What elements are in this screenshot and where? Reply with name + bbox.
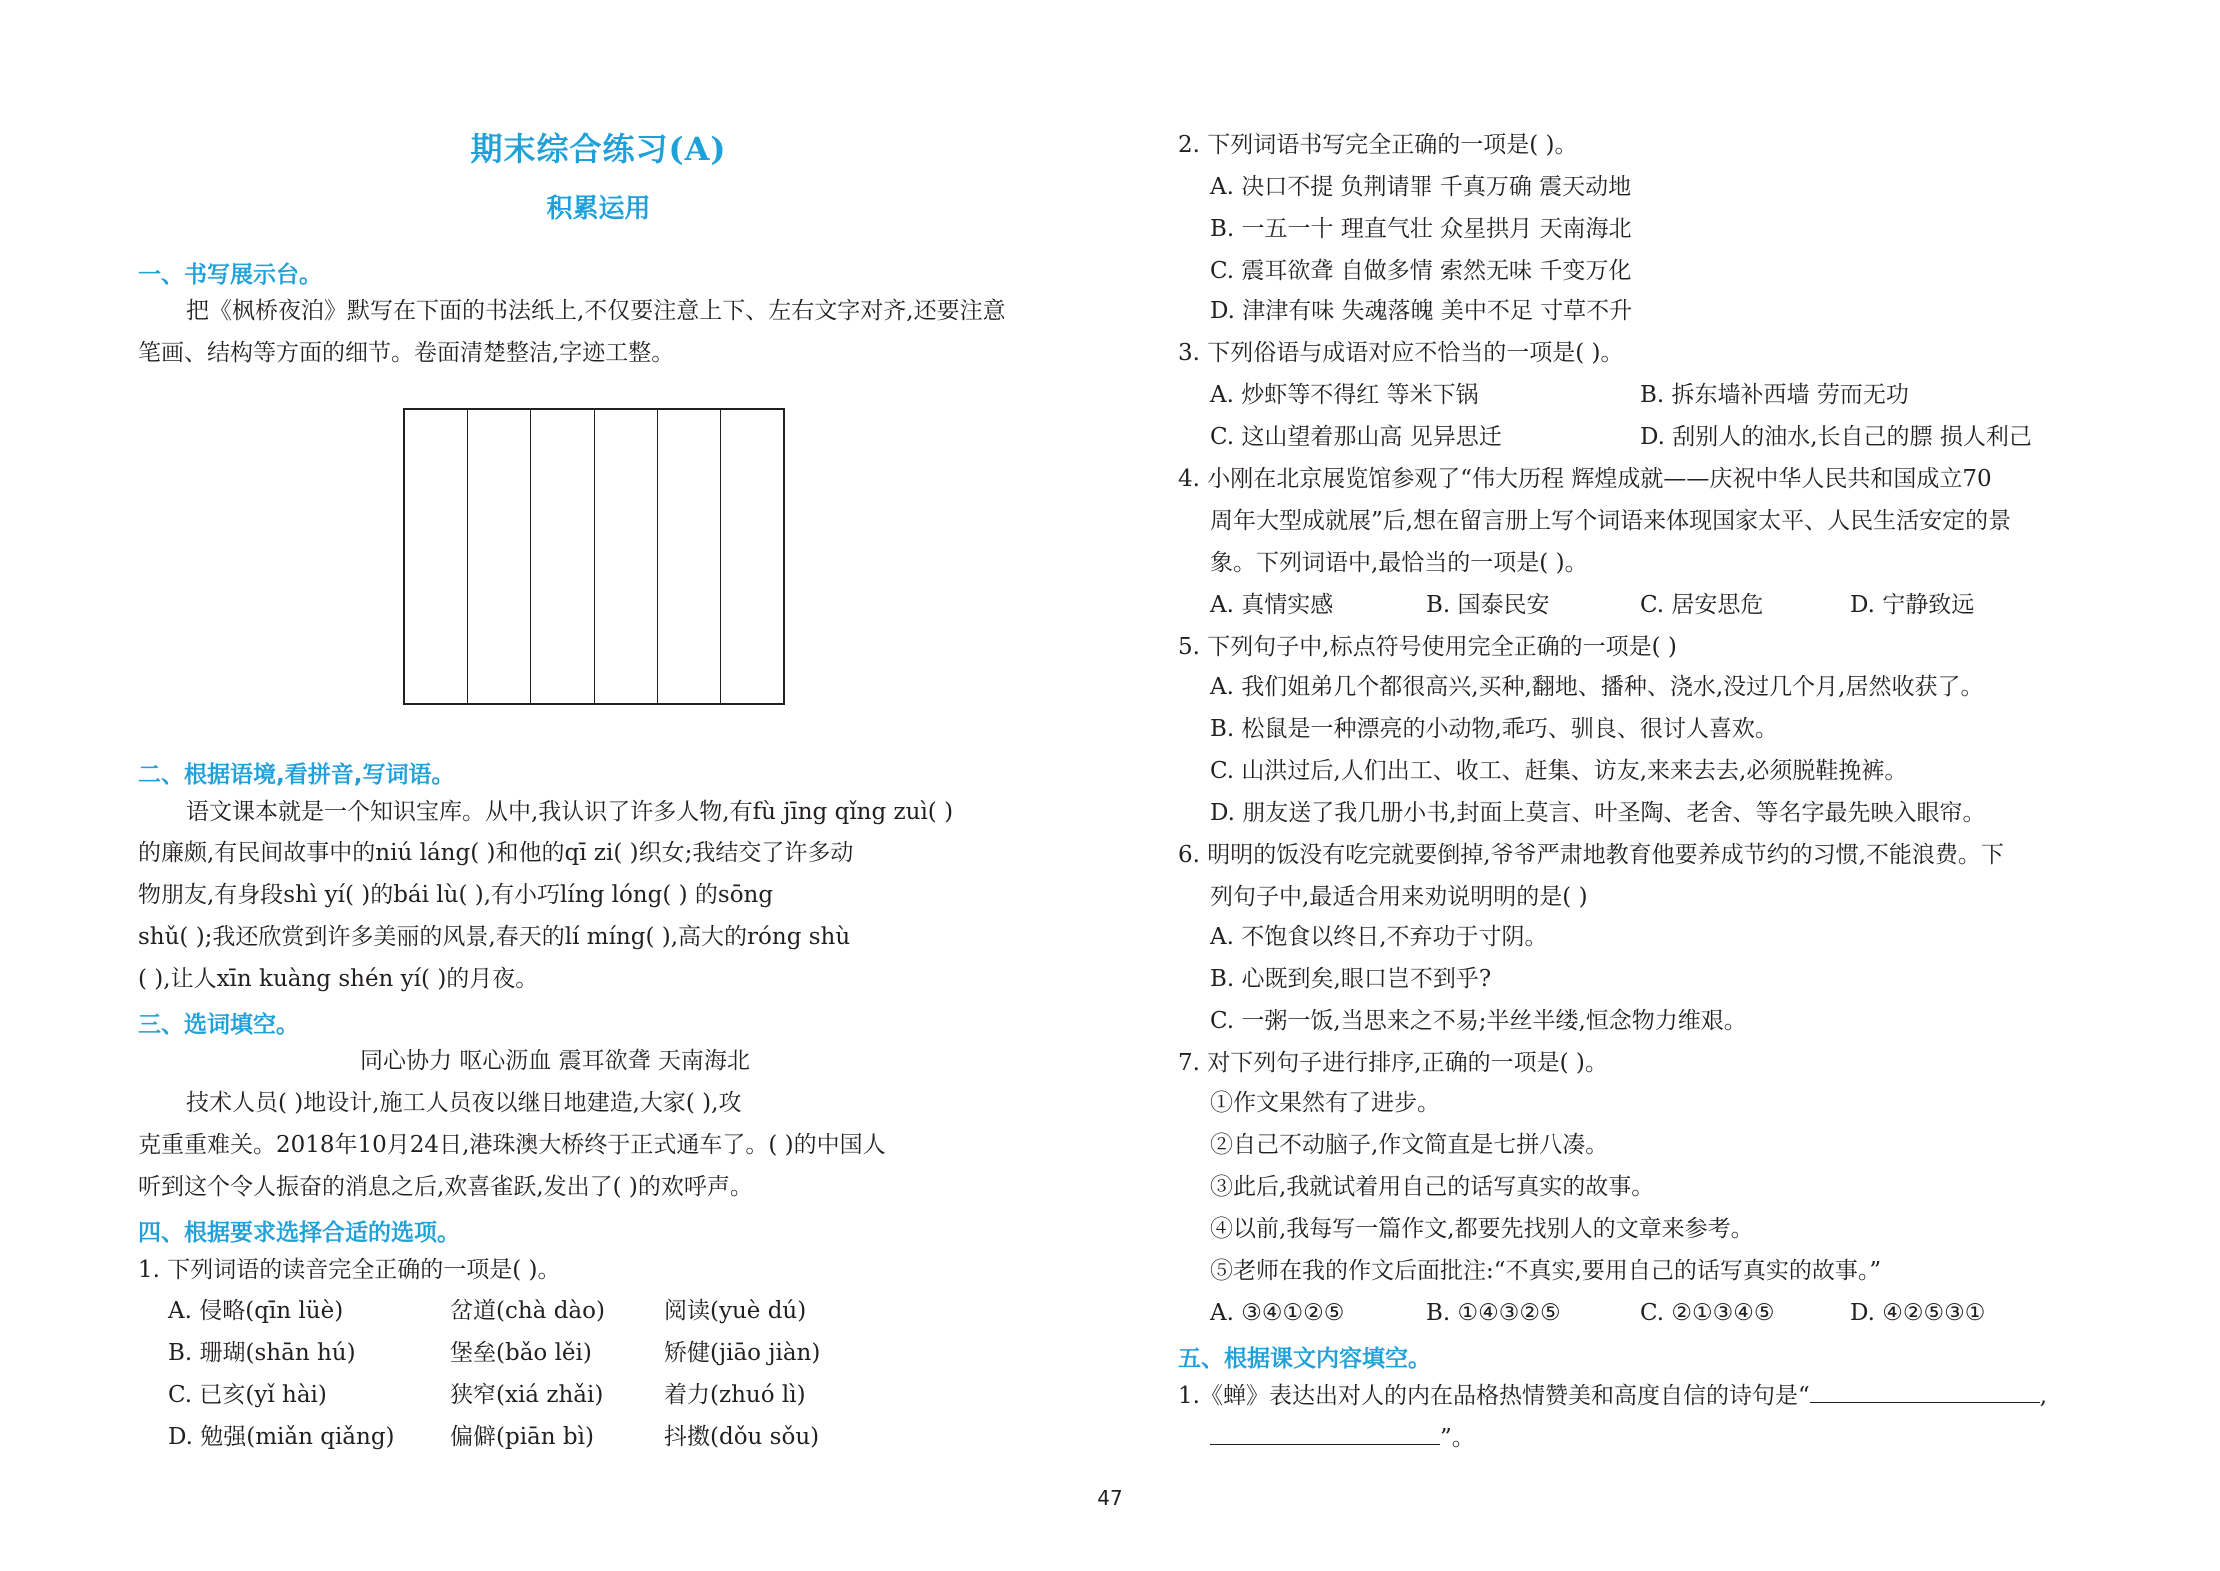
q1-option: A. 侵略(qīn lüè) [168,1298,344,1324]
q7-option: B. ①④③②⑤ [1426,1300,1561,1326]
q5-option: B. 松鼠是一种漂亮的小动物,乖巧、驯良、很讨人喜欢。 [1210,716,1778,742]
question-2-stem: 2. 下列词语书写完全正确的一项是( )。 [1178,132,1578,158]
calligraphy-grid[interactable] [403,408,785,705]
fill-blank-2[interactable] [1210,1422,1440,1445]
q1-option: 岔道(chà dào) [450,1298,605,1324]
section-3-line: 听到这个令人振奋的消息之后,欢喜雀跃,发出了( )的欢呼声。 [138,1174,753,1200]
q5-option: A. 我们姐弟几个都很高兴,买种,翻地、播种、浇水,没过几个月,居然收获了。 [1210,674,1984,700]
section-3-line: 技术人员( )地设计,施工人员夜以继日地建造,大家( ),攻 [186,1090,742,1116]
q6-option: A. 不饱食以终日,不弃功于寸阴。 [1210,924,1548,950]
q1-option: C. 已亥(yǐ hài) [168,1382,327,1408]
section-3-heading: 三、选词填空。 [138,1012,299,1038]
question-4-stem: 象。下列词语中,最恰当的一项是( )。 [1210,550,1588,576]
question-1-stem: 1. 下列词语的读音完全正确的一项是( )。 [138,1257,561,1283]
q1-option: 偏僻(piān bì) [450,1424,594,1450]
q4-option: A. 真情实感 [1210,592,1334,618]
grid-column[interactable] [658,410,721,703]
q7-option: A. ③④①②⑤ [1210,1300,1345,1326]
q1-text: 1.《蝉》表达出对人的内在品格热情赞美和高度自信的诗句是“ [1178,1383,1810,1409]
fill-blank-1[interactable] [1810,1380,2040,1403]
question-4-stem: 周年大型成就展”后,想在留言册上写个词语来体现国家太平、人民生活安定的景 [1210,508,2012,534]
q2-option: D. 津津有味 失魂落魄 美中不足 寸草不升 [1210,298,1633,324]
q6-option: B. 心既到矣,眼口岂不到乎? [1210,966,1492,992]
q6-option: C. 一粥一饭,当思来之不易;半丝半缕,恒念物力维艰。 [1210,1008,1747,1034]
q4-option: D. 宁静致远 [1850,592,1975,618]
q7-option: C. ②①③④⑤ [1640,1300,1775,1326]
section-2-line: ( ),让人xīn kuàng shén yí( )的月夜。 [138,966,539,992]
page-subtitle: 积累运用 [546,194,651,224]
q1-end: ”。 [1440,1425,1475,1451]
q7-sentence: ④以前,我每写一篇作文,都要先找别人的文章来参考。 [1210,1216,1754,1242]
section-2-line: 语文课本就是一个知识宝库。从中,我认识了许多人物,有fù jīng qǐng zuì( ) [186,799,954,825]
q7-sentence: ②自己不动脑子,作文简直是七拼八凑。 [1210,1132,1609,1158]
q2-option: B. 一五一十 理直气壮 众星拱月 天南海北 [1210,216,1632,242]
section-1-text-1: 把《枫桥夜泊》默写在下面的书法纸上,不仅要注意上下、左右文字对齐,还要注意 [186,298,1006,324]
grid-column[interactable] [721,410,783,703]
q1-option: 矫健(jiāo jiàn) [664,1340,821,1366]
question-7-stem: 7. 对下列句子进行排序,正确的一项是( )。 [1178,1050,1608,1076]
q1-option: 堡垒(bǎo lěi) [450,1340,592,1366]
q1-option: 阅读(yuè dú) [664,1298,807,1324]
q1-option: B. 珊瑚(shān hú) [168,1340,356,1366]
q3-option: A. 炒虾等不得红 等米下锅 [1210,382,1479,408]
q1-comma: , [2039,1383,2048,1409]
section-1-text-2: 笔画、结构等方面的细节。卷面清楚整洁,字迹工整。 [138,340,675,366]
question-4-stem: 4. 小刚在北京展览馆参观了“伟大历程 辉煌成就——庆祝中华人民共和国成立70 [1178,466,1992,492]
q1-option: 着力(zhuó lì) [664,1382,806,1408]
page-title: 期末综合练习(A) [470,130,727,168]
question-6-stem: 6. 明明的饭没有吃完就要倒掉,爷爷严肃地教育他要养成节约的习惯,不能浪费。下 [1178,842,2004,868]
grid-column[interactable] [531,410,594,703]
section-2-line: shǔ( );我还欣赏到许多美丽的风景,春天的lí míng( ),高大的róng shù [138,924,851,950]
grid-column[interactable] [468,410,531,703]
q5-option: C. 山洪过后,人们出工、收工、赶集、访友,来来去去,必须脱鞋挽裤。 [1210,758,1908,784]
q7-sentence: ⑤老师在我的作文后面批注:“不真实,要用自己的话写真实的故事。” [1210,1258,1882,1284]
q1-option: D. 勉强(miǎn qiǎng) [168,1424,395,1450]
q7-sentence: ①作文果然有了进步。 [1210,1090,1440,1116]
q4-option: B. 国泰民安 [1426,592,1550,618]
q3-option: B. 拆东墙补西墙 劳而无功 [1640,382,1909,408]
section-2-line: 的廉颇,有民间故事中的niú láng( )和他的qī zi( )织女;我结交了许多动 [138,840,854,866]
q3-option: D. 刮别人的油水,长自己的膘 损人利己 [1640,424,2032,450]
q7-option: D. ④②⑤③① [1850,1300,1986,1326]
question-6-stem: 列句子中,最适合用来劝说明明的是( ) [1210,884,1588,910]
q2-option: C. 震耳欲聋 自做多情 索然无味 千变万化 [1210,258,1632,284]
q2-option: A. 决口不提 负荆请罪 千真万确 震天动地 [1210,174,1632,200]
question-5-stem: 5. 下列句子中,标点符号使用完全正确的一项是( ) [1178,634,1677,660]
q5-option: D. 朋友送了我几册小书,封面上莫言、叶圣陶、老舍、等名字最先映入眼帘。 [1210,800,1986,826]
section-2-heading: 二、根据语境,看拼音,写词语。 [138,762,455,788]
q1-option: 狭窄(xiá zhǎi) [450,1382,604,1408]
grid-column[interactable] [405,410,468,703]
section-4-heading: 四、根据要求选择合适的选项。 [138,1220,460,1246]
section-5-question-1-cont [1210,1422,1475,1453]
page-number: 47 [1097,1486,1123,1510]
question-3-stem: 3. 下列俗语与成语对应不恰当的一项是( )。 [1178,340,1624,366]
q7-sentence: ③此后,我就试着用自己的话写真实的故事。 [1210,1174,1655,1200]
section-5-question-1 [1178,1380,2047,1411]
grid-column[interactable] [595,410,658,703]
section-2-line: 物朋友,有身段shì yí( )的bái lù( ),有小巧líng lóng( ) 的sōng [138,882,774,908]
section-5-heading: 五、根据课文内容填空。 [1178,1346,1431,1372]
section-1-heading: 一、书写展示台。 [138,262,322,288]
section-3-line: 克重重难关。2018年10月24日,港珠澳大桥终于正式通车了。( )的中国人 [138,1132,886,1158]
word-bank: 同心协力 呕心沥血 震耳欲聋 天南海北 [360,1048,750,1074]
q3-option: C. 这山望着那山高 见异思迁 [1210,424,1502,450]
q4-option: C. 居安思危 [1640,592,1764,618]
q1-option: 抖擞(dǒu sǒu) [664,1424,820,1450]
